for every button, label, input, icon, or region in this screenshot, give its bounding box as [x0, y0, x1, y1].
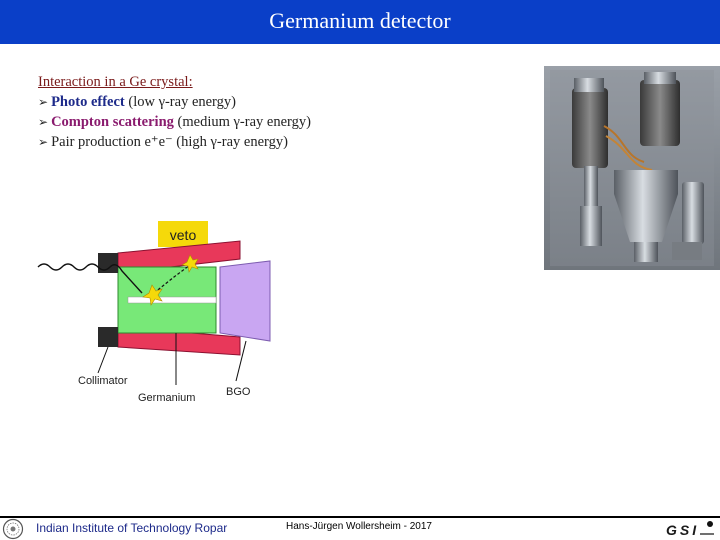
bullet-item-compton — [38, 112, 311, 132]
bullet-item-pair-production — [38, 132, 311, 152]
bullet-term: Photo effect — [51, 94, 125, 110]
bullet-text: (medium γ-ray energy) — [173, 114, 311, 130]
collimator-bottom — [98, 327, 118, 347]
arrow-bullet-icon: ➢ — [38, 135, 49, 149]
bullet-heading: Interaction in a Ge crystal: — [38, 74, 193, 90]
detector-photo — [544, 66, 720, 270]
bullet-term: Compton scattering — [51, 114, 174, 130]
footer-divider — [0, 516, 720, 518]
detector-diagram — [30, 215, 290, 410]
veto-label: veto — [169, 227, 197, 243]
slide-title: Germanium detector — [269, 8, 451, 33]
collimator-label: Collimator — [78, 375, 128, 387]
germanium-label: Germanium — [138, 392, 196, 404]
gsi-logo-text: GSI — [666, 522, 700, 538]
footer-author: Hans-Jürgen Wollersheim - 2017 — [286, 521, 432, 532]
bullet-text: Pair production e⁺e⁻ (high γ-ray energy) — [51, 134, 288, 150]
bullet-list — [38, 72, 311, 152]
footer-institute: Indian Institute of Technology Ropar — [36, 521, 228, 535]
arrow-bullet-icon: ➢ — [38, 115, 49, 129]
bullet-item-photo-effect — [38, 92, 311, 112]
bgo-label: BGO — [226, 386, 251, 398]
gsi-logo-icon — [664, 518, 718, 540]
bullet-text: (low γ-ray energy) — [124, 94, 236, 110]
bgo-shield — [220, 261, 270, 341]
iit-ropar-logo-icon — [2, 518, 24, 540]
arrow-bullet-icon: ➢ — [38, 95, 49, 109]
